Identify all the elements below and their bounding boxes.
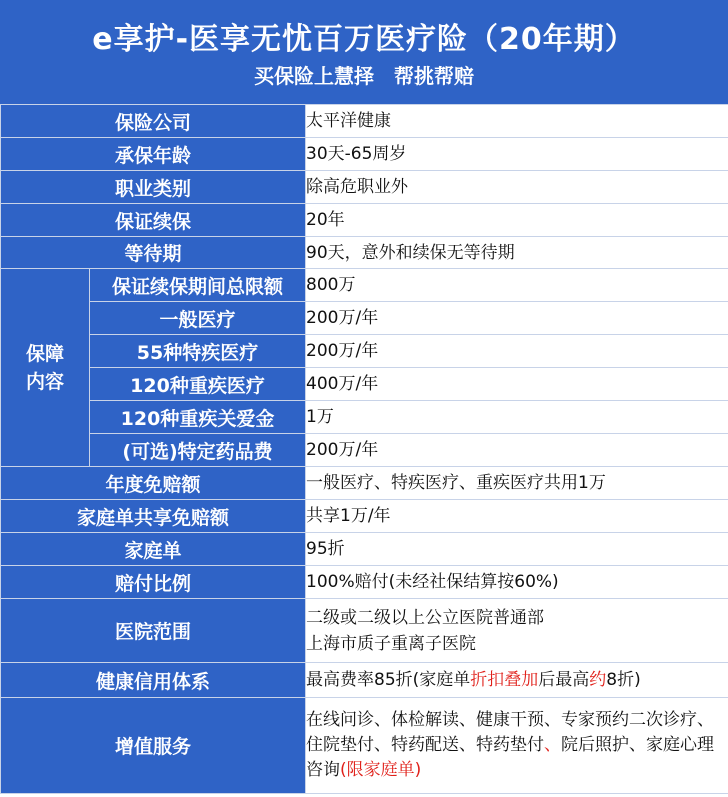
row-value-renewal: 20年 <box>306 204 728 237</box>
table-row <box>1 533 728 566</box>
table-row <box>1 434 728 467</box>
row-value-occupation: 除高危职业外 <box>306 171 728 204</box>
page-title: e享护-医享无忧百万医疗险（20年期） <box>92 22 636 57</box>
table-row <box>1 467 728 500</box>
hospital-line-2: 上海市质子重离子医院 <box>306 633 477 654</box>
row-value-family-policy: 95折 <box>306 533 728 566</box>
hospital-line-1: 二级或二级以上公立医院普通部 <box>306 607 545 628</box>
services-highlight-1: 、 <box>544 735 562 755</box>
row-value-credit <box>306 663 728 698</box>
row-label-renewal: 保证续保 <box>1 204 306 237</box>
row-label-deductible: 年度免赔额 <box>1 467 306 500</box>
row-label-insurer: 保险公司 <box>1 105 306 138</box>
credit-highlight-2: 约 <box>589 670 607 690</box>
coverage-item-value: 800万 <box>306 269 728 302</box>
row-label-services: 增值服务 <box>1 698 306 794</box>
credit-text-3: 8折) <box>606 670 641 690</box>
row-value-payout: 100%赔付(未经社保结算按60%) <box>306 566 728 599</box>
row-label-age: 承保年龄 <box>1 138 306 171</box>
table-row <box>1 237 728 269</box>
coverage-item-label: 120种重疾关爱金 <box>90 401 306 434</box>
coverage-item-value: 400万/年 <box>306 368 728 401</box>
coverage-item-label: 保证续保期间总限额 <box>90 269 306 302</box>
row-value-waiting: 90天，意外和续保无等待期 <box>306 237 728 269</box>
page-subtitle: 买保险上慧择 帮挑帮赔 <box>254 64 474 88</box>
product-info-table <box>0 104 728 794</box>
row-label-occupation: 职业类别 <box>1 171 306 204</box>
row-value-deductible: 一般医疗、特疾医疗、重疾医疗共用1万 <box>306 467 728 500</box>
services-text-1: 在线问诊、体检解读、健康干预、专家预约二次诊疗、住院垫付、特药配送、特药垫付 <box>306 710 715 755</box>
row-value-family-deductible: 共享1万/年 <box>306 500 728 533</box>
table-row <box>1 204 728 237</box>
credit-text-2: 后最高 <box>538 670 590 690</box>
credit-text-1: 最高费率85折(家庭单 <box>306 670 471 690</box>
coverage-group-label <box>1 269 90 467</box>
row-label-family-deductible: 家庭单共享免赔额 <box>1 500 306 533</box>
coverage-item-label: 一般医疗 <box>90 302 306 335</box>
table-row <box>1 335 728 368</box>
coverage-item-value: 200万/年 <box>306 302 728 335</box>
table-row <box>1 500 728 533</box>
row-label-waiting: 等待期 <box>1 237 306 269</box>
coverage-item-value: 1万 <box>306 401 728 434</box>
coverage-item-value: 200万/年 <box>306 434 728 467</box>
coverage-item-label: (可选)特定药品费 <box>90 434 306 467</box>
row-value-hospital <box>306 599 728 663</box>
header-banner <box>0 0 728 104</box>
table-row <box>1 105 728 138</box>
table-row <box>1 368 728 401</box>
coverage-group-label-line2: 内容 <box>25 370 64 393</box>
row-label-payout: 赔付比例 <box>1 566 306 599</box>
table-row <box>1 401 728 434</box>
table-row <box>1 171 728 204</box>
table-row <box>1 269 728 302</box>
coverage-item-label: 55种特疾医疗 <box>90 335 306 368</box>
coverage-item-value: 200万/年 <box>306 335 728 368</box>
row-label-hospital: 医院范围 <box>1 599 306 663</box>
table-row <box>1 599 728 663</box>
services-highlight-2: (限家庭单) <box>340 760 422 780</box>
coverage-group-label-line1: 保障 <box>25 342 64 365</box>
row-value-age: 30天-65周岁 <box>306 138 728 171</box>
row-label-credit: 健康信用体系 <box>1 663 306 698</box>
table-row <box>1 663 728 698</box>
credit-highlight-1: 折扣叠加 <box>470 670 539 690</box>
services-text-2: 院后照护、家庭心理咨询 <box>306 735 715 780</box>
table-row <box>1 302 728 335</box>
table-row <box>1 698 728 794</box>
row-value-services <box>306 698 728 794</box>
table-row <box>1 138 728 171</box>
row-value-insurer: 太平洋健康 <box>306 105 728 138</box>
coverage-item-label: 120种重疾医疗 <box>90 368 306 401</box>
table-row <box>1 566 728 599</box>
row-label-family-policy: 家庭单 <box>1 533 306 566</box>
